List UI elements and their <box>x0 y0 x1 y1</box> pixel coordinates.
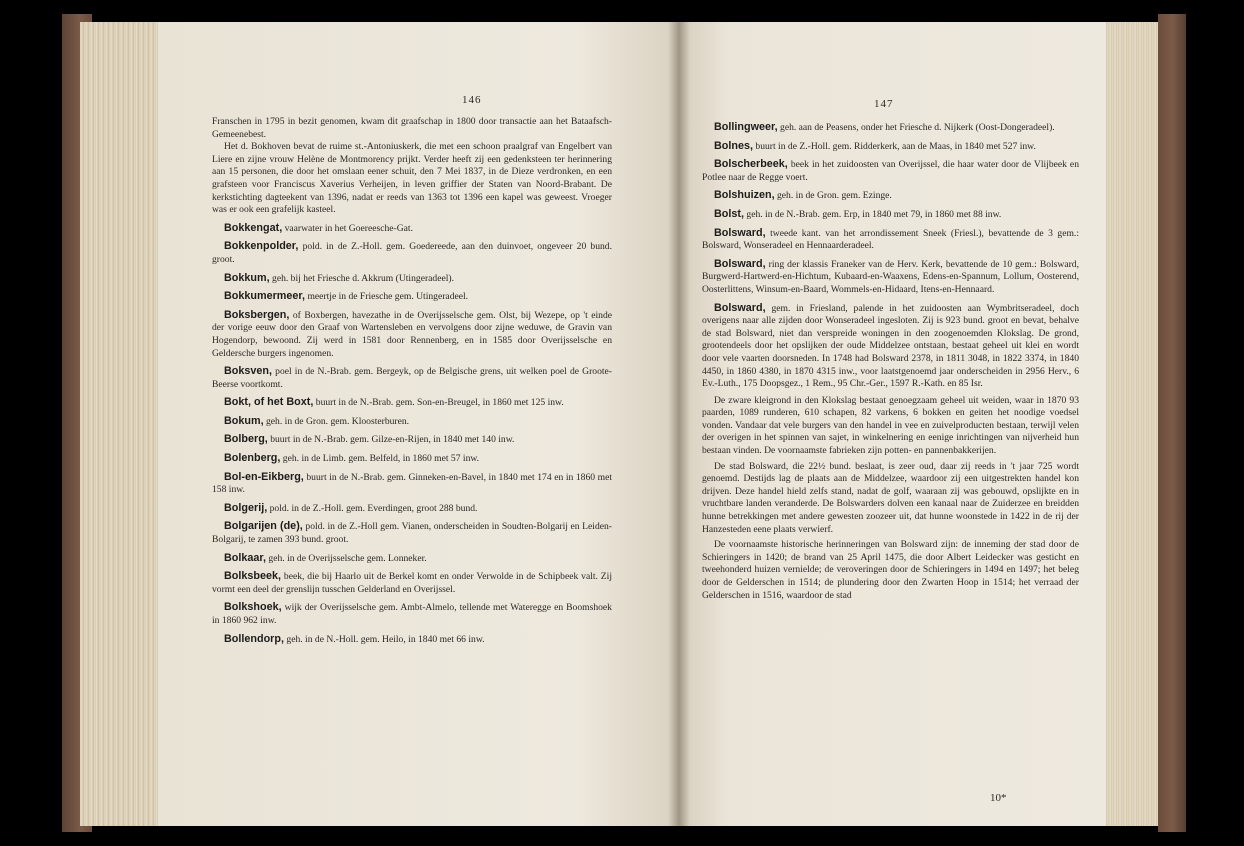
entry-text: geh. in de N.-Holl. gem. Heilo, in 1840 met 66 inw. <box>286 633 485 645</box>
left-page-edges <box>80 22 162 826</box>
entry-text: geh. in de Gron. gem. Kloosterburen. <box>266 415 410 427</box>
dictionary-entry <box>212 452 612 466</box>
left-page-text <box>212 116 612 646</box>
entry-headword: Bolst, <box>714 207 744 220</box>
entry-text: geh. in de N.-Brab. gem. Erp, in 1840 met 79, in 1860 met 88 inw. <box>746 208 1002 220</box>
right-page <box>678 22 1106 826</box>
entry-text: buurt in de N.-Brab. gem. Gilze-en-Rijen, in 1840 met 140 inw. <box>270 434 515 446</box>
dictionary-entry <box>212 272 612 286</box>
dictionary-entry <box>212 520 612 546</box>
entry-text: meertje in de Friesche gem. Utingeradeel. <box>307 291 469 303</box>
dictionary-entry <box>702 227 1079 253</box>
entry-text: beek in het zuidoosten van Overijssel, die haar water door de Vlijbeek en Potlee naar de Regge voert. <box>702 159 1079 183</box>
entry-text: buurt in de N.-Brab. gem. Ginneken-en-Bavel, in 1840 met 174 en in 1860 met 158 inw. <box>212 471 613 496</box>
entry-headword: Bokkum, <box>224 271 270 284</box>
book-gutter <box>668 22 690 826</box>
dictionary-entry <box>702 140 1079 154</box>
right-book-cover <box>1158 14 1186 832</box>
entry-headword: Boksbergen, <box>224 308 290 321</box>
dictionary-entry <box>212 570 612 596</box>
entry-headword: Bokt, of het Boxt, <box>224 396 314 409</box>
entry-headword: Bolkaar, <box>224 551 267 564</box>
open-book <box>62 14 1186 832</box>
entry-headword: Bolshuizen, <box>714 189 775 202</box>
entry-headword: Bolksbeek, <box>224 570 282 583</box>
dictionary-entry <box>212 396 612 410</box>
entry-headword: Bollingweer, <box>714 121 778 133</box>
body-paragraph: De zware kleigrond in den Klokslag bestaat genoegzaam geheel uit weiden, waar in 1870 93 paarden, 1089 runderen, 610 schapen, 82 varkens, 6 bokken en geiten het noodige voedsel vonden. Vandaar dat vele burgers van den handel in vee en zuivelproducten bestaan, terwijl velen der overigen in het spinnen van sajet, in winkelnering en eenige inrichtingen van nijverheid hun bestaan vinden. De voornaamste fabrieken zijn potten- en pannenbakkerijen. <box>702 394 1079 457</box>
dictionary-entry <box>212 633 612 647</box>
dictionary-entry <box>212 552 612 566</box>
entry-text: tweede kant. van het arrondissement Sneek (Friesl.), bevattende de 3 gem.: Bolsward, Wonseradeel en Hennaarderadeel. <box>702 227 1079 252</box>
entry-headword: Bolscherbeek, <box>714 158 788 171</box>
entry-headword: Bolnes, <box>714 139 753 152</box>
entry-text: geh. aan de Peasens, onder het Friesche d. Nijkerk (Oost-Dongeradeel). <box>780 122 1055 133</box>
entry-text: poel in de N.-Brab. gem. Bergeyk, op de Belgische grens, uit welken poel de Groote-Beerse voortkomt. <box>212 366 612 390</box>
dictionary-entry <box>702 121 1079 135</box>
entry-headword: Bolkshoek, <box>224 601 282 614</box>
dictionary-entry <box>212 415 612 429</box>
dictionary-entry <box>212 309 612 360</box>
signature-mark: 10* <box>990 792 1007 804</box>
body-paragraph: De voornaamste historische herinneringen van Bolsward zijn: de inneming der stad door de Schieringers in 1420; de brand van 25 April 1475, die door Albert Leidecker was gesticht en tweehonderd huizen vernielde; de veroveringen door de Schieringers in 1494 en 1497; het beleg door de Gelderschen in 1514; de plundering door den Zwarten Hoop in 1514; het verraad der Gelderschen in 1516, waardoor de stad <box>702 539 1079 601</box>
continuation-text: Het d. Bokhoven bevat de ruime st.-Antoniuskerk, die met een schoon praalgraf van Engelbert van Liere en zijne vrouw Helène de Montmorency prijkt. Verder heeft zij een gedenksteen ter herinnering aan 15 personen, die door het omslaan eener schuit, den 7 Mei 1837, in de Dieze verdronken, en een grafsteen voor Franciscus Xaverius Verheijen, in leven griffier der Staten van Noord-Brabant. De kerkstichting dagteekent van 1396, nadat er reeds van 1363 tot 1396 een kapel was geweest. Vroeger was er ook een grafelijk kasteel. <box>212 141 612 216</box>
dictionary-entry <box>212 471 612 497</box>
entry-headword: Bol-en-Eikberg, <box>224 470 304 483</box>
entry-list <box>702 121 1079 391</box>
dictionary-entry <box>702 158 1079 184</box>
left-page-number: 146 <box>462 94 482 106</box>
entry-headword: Bolenberg, <box>224 452 281 465</box>
entry-text: pold. in de Z.-Holl gem. Vianen, onderscheiden in Soudten-Bolgarij en Leiden-Bolgarij, te zamen 393 bund. groot. <box>212 521 612 546</box>
entry-headword: Bolgarijen (de), <box>224 520 303 533</box>
entry-headword: Bolberg, <box>224 433 268 446</box>
entry-headword: Bollendorp, <box>224 632 284 645</box>
dictionary-entry <box>702 208 1079 222</box>
entry-headword: Bolsward, <box>714 257 766 270</box>
dictionary-entry <box>212 290 612 304</box>
dictionary-entry <box>212 433 612 447</box>
entry-headword: Bolsward, <box>714 226 766 239</box>
dictionary-entry <box>212 601 612 627</box>
entry-text: geh. in de Gron. gem. Ezinge. <box>777 190 892 202</box>
entry-text: geh. in de Overijsselsche gem. Lonneker. <box>268 552 427 564</box>
entry-text: gem. in Friesland, palende in het zuidoosten aan Wymbritseradeel, doch overigens naar alle zijden door Wonseradeel ingesloten. Zij is 923 bund. groot en bevat, behalve de stad Bolsward, niet dan verspreide woningen in den zoogenoemden Klokslag. De grond, grootendeels door het opslijken der oude Middelzee ontstaan, bestaat geheel uit klei en wordt door vele vaarten doorsneden. In 1748 had Bolsward 2378, in 1811 3048, in 1822 3374, in 1840 4450, in 1860 4380, in 1870 4315 inw., voor laatstgenoemd jaar onderscheiden in 2956 Herv., 6 Ev.-Luth., 175 Doopsgez., 1 Rem., 95 Chr.-Ger., 1597 R.-Kath. en 85 Isr. <box>702 302 1079 390</box>
entry-headword: Bolsward, <box>714 301 766 314</box>
left-page <box>158 22 678 826</box>
entry-text: buurt in de Z.-Holl. gem. Ridderkerk, aan de Maas, in 1840 met 527 inw. <box>755 140 1036 152</box>
entry-text: beek, die bij Haarlo uit de Berkel komt en onder Verwolde in de Schipbeek valt. Zij vormt een deel der grenslijn tusschen Gelderland en Overijssel. <box>212 571 612 595</box>
dictionary-entry <box>702 258 1079 297</box>
entry-headword: Boksven, <box>224 365 273 378</box>
right-page-number: 147 <box>874 98 894 110</box>
dictionary-entry <box>212 240 612 266</box>
dictionary-entry <box>702 302 1079 391</box>
entry-headword: Bokum, <box>224 414 264 427</box>
dictionary-entry <box>212 365 612 391</box>
dictionary-entry <box>212 502 612 516</box>
right-page-text <box>702 116 1079 602</box>
entry-list <box>212 222 612 646</box>
entry-text: of Boxbergen, havezathe in de Overijsselsche gem. Olst, bij Wezepe, op 't einde der vorige eeuw door den Graaf von Wartensleben en vervolgens door zijne weduwe, de Gravin van Hogendorp, bewoond. Zij werd in 1581 door Rennenberg, en in 1585 door Overijsselsche en Geldersche burgers ingenomen. <box>212 309 612 359</box>
entry-text: pold. in de Z.-Holl. gem. Goedereede, aan den duinvoet, ongeveer 20 bund. groot. <box>212 241 612 265</box>
entry-text: ring der klassis Franeker van de Herv. Kerk, bevattende de 10 gem.: Bolsward, Burgwerd-Hartwerd-en-Hichtum, Kubaard-en-Waaxens, Edens-en-Spannum, Lollum, Oosterend, Oosterlittens, Winsum-en-Baard, Wommels-en-Hidaard, Itens-en-Hennaard. <box>702 258 1079 295</box>
entry-headword: Bokkengat, <box>224 221 283 234</box>
dictionary-entry <box>702 189 1079 203</box>
entry-text: buurt in de N.-Brab. gem. Son-en-Breugel, in 1860 met 125 inw. <box>315 397 564 409</box>
entry-headword: Bokkenpolder, <box>224 240 299 253</box>
entry-text: geh. bij het Friesche d. Akkrum (Utingeradeel). <box>272 272 454 284</box>
entry-headword: Bokkumermeer, <box>224 290 306 303</box>
dictionary-entry <box>212 222 612 236</box>
entry-text: geh. in de Limb. gem. Belfeld, in 1860 met 57 inw. <box>282 453 480 465</box>
body-paragraph: De stad Bolsward, die 22½ bund. beslaat, is zeer oud, daar zij reeds in 't jaar 725 wordt genoemd. Destijds lag de plaats aan de Middelzee, waardoor zij een uitgestrekten handel kon drijven. Deze handel hield zelfs stand, nadat de golf, waaraan zij was gebouwd, opslijkte en in vruchtbare landen veranderde. De Bolswarders dolven een kanaal naar de Zuiderzee en breidden hunne betrekkingen met andere gewesten zoozeer uit, dat hunne woonstede in 1422 in de rij der Hanzesteden eene plaats verwierf. <box>702 460 1079 535</box>
entry-text: wijk der Overijsselsche gem. Ambt-Almelo, tellende met Wateregge en Boomshoek in 1860 962 inw. <box>212 602 612 626</box>
continuation-text: Franschen in 1795 in bezit genomen, kwam dit graafschap in 1800 door transactie aan het Bataafsch-Gemeenebest. <box>212 116 612 140</box>
entry-headword: Bolgerij, <box>224 501 268 514</box>
entry-text: pold. in de Z.-Holl. gem. Everdingen, groot 288 bund. <box>269 502 478 514</box>
entry-text: vaarwater in het Goereesche-Gat. <box>284 222 413 234</box>
